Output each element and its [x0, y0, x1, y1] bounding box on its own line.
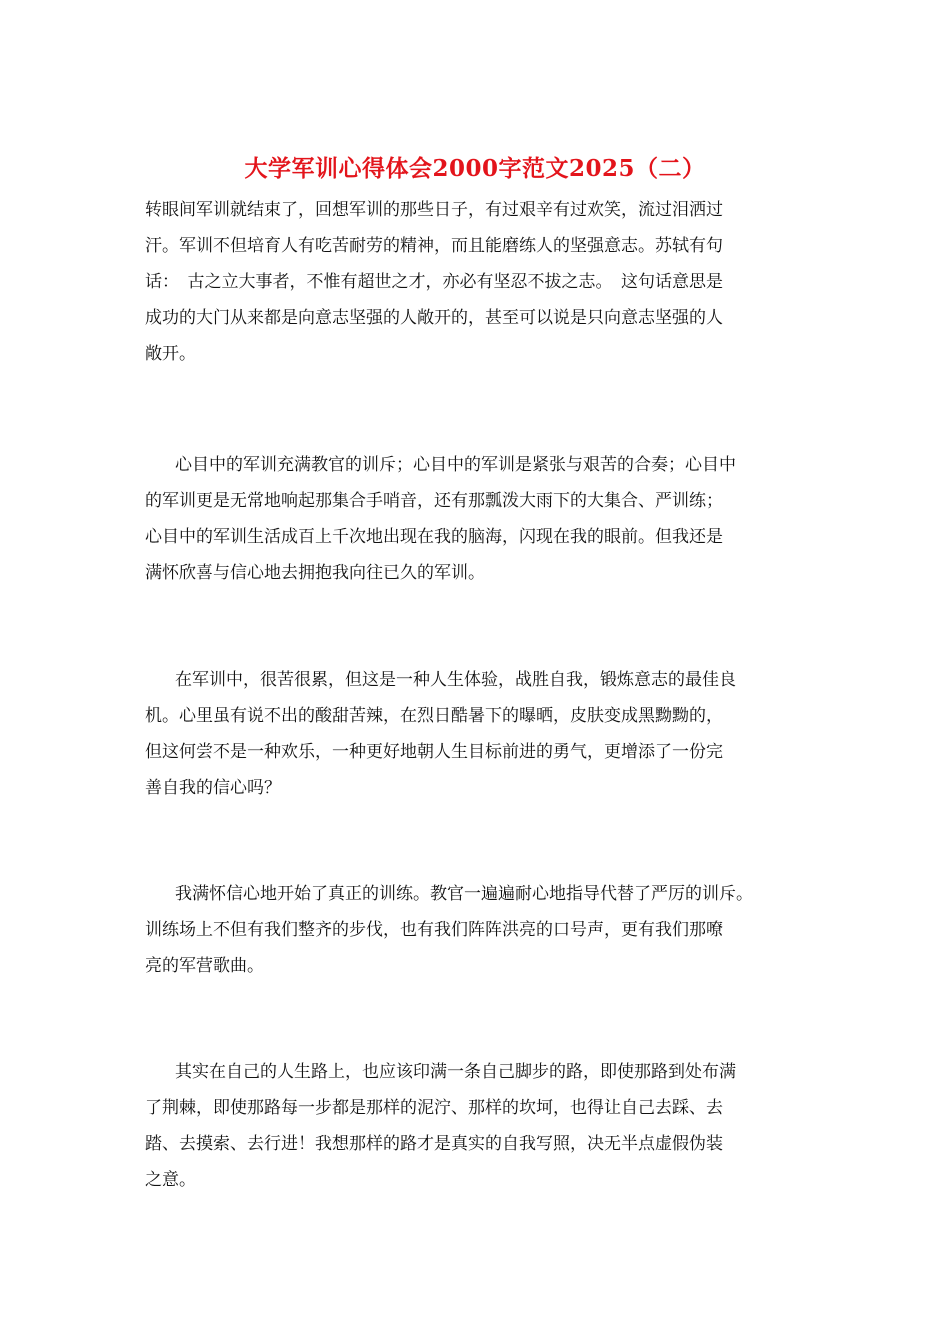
paragraph-line: 踏、去摸索、去行进！我想那样的路才是真实的自我写照，决无半点虚假伪装 [145, 1134, 723, 1154]
paragraph-line: 话： 古之立大事者，不惟有超世之才，亦必有坚忍不拔之志。 这句话意思是 [145, 272, 723, 292]
paragraph-line: 汗。军训不但培育人有吃苦耐劳的精神，而且能磨练人的坚强意志。苏轼有句 [145, 236, 723, 256]
document-title: 大学军训心得体会2000字范文2025（二） [244, 155, 706, 182]
paragraph-line: 训练场上不但有我们整齐的步伐，也有我们阵阵洪亮的口号声，更有我们那嘹 [145, 920, 723, 940]
paragraph-line: 亮的军营歌曲。 [145, 956, 264, 976]
paragraph-3 [145, 662, 817, 806]
paragraph-line: 成功的大门从来都是向意志坚强的人敞开的，甚至可以说是只向意志坚强的人 [145, 308, 723, 328]
paragraph-line: 心目中的军训充满教官的训斥；心目中的军训是紧张与艰苦的合奏；心目中 [175, 455, 736, 475]
paragraph-line: 了荆棘，即使那路每一步都是那样的泥泞、那样的坎坷，也得让自己去踩、去 [145, 1098, 723, 1118]
paragraph-line: 我满怀信心地开始了真正的训练。教官一遍遍耐心地指导代替了严厉的训斥。 [175, 884, 753, 904]
paragraph-line: 满怀欣喜与信心地去拥抱我向往已久的军训。 [145, 563, 485, 583]
paragraph-line: 的军训更是无常地响起那集合手哨音，还有那瓢泼大雨下的大集合、严训练； [145, 491, 723, 511]
paragraph-line: 善自我的信心吗？ [145, 778, 281, 798]
paragraph-line: 机。心里虽有说不出的酸甜苦辣，在烈日酷暑下的曝晒，皮肤变成黑黝黝的， [145, 706, 723, 726]
paragraph-5 [145, 1054, 817, 1198]
paragraph-line: 但这何尝不是一种欢乐，一种更好地朝人生目标前进的勇气，更增添了一份完 [145, 742, 723, 762]
paragraph-line: 其实在自己的人生路上，也应该印满一条自己脚步的路，即使那路到处布满 [175, 1062, 736, 1082]
paragraph-line: 在军训中，很苦很累，但这是一种人生体验，战胜自我，锻炼意志的最佳良 [175, 670, 736, 690]
paragraph-line: 转眼间军训就结束了，回想军训的那些日子，有过艰辛有过欢笑，流过泪洒过 [145, 200, 723, 220]
paragraph-2 [145, 447, 817, 591]
paragraph-1 [145, 192, 817, 372]
paragraph-line: 敞开。 [145, 344, 196, 364]
paragraph-4 [145, 876, 817, 984]
paragraph-line: 之意。 [145, 1170, 196, 1190]
paragraph-line: 心目中的军训生活成百上千次地出现在我的脑海，闪现在我的眼前。但我还是 [145, 527, 723, 547]
